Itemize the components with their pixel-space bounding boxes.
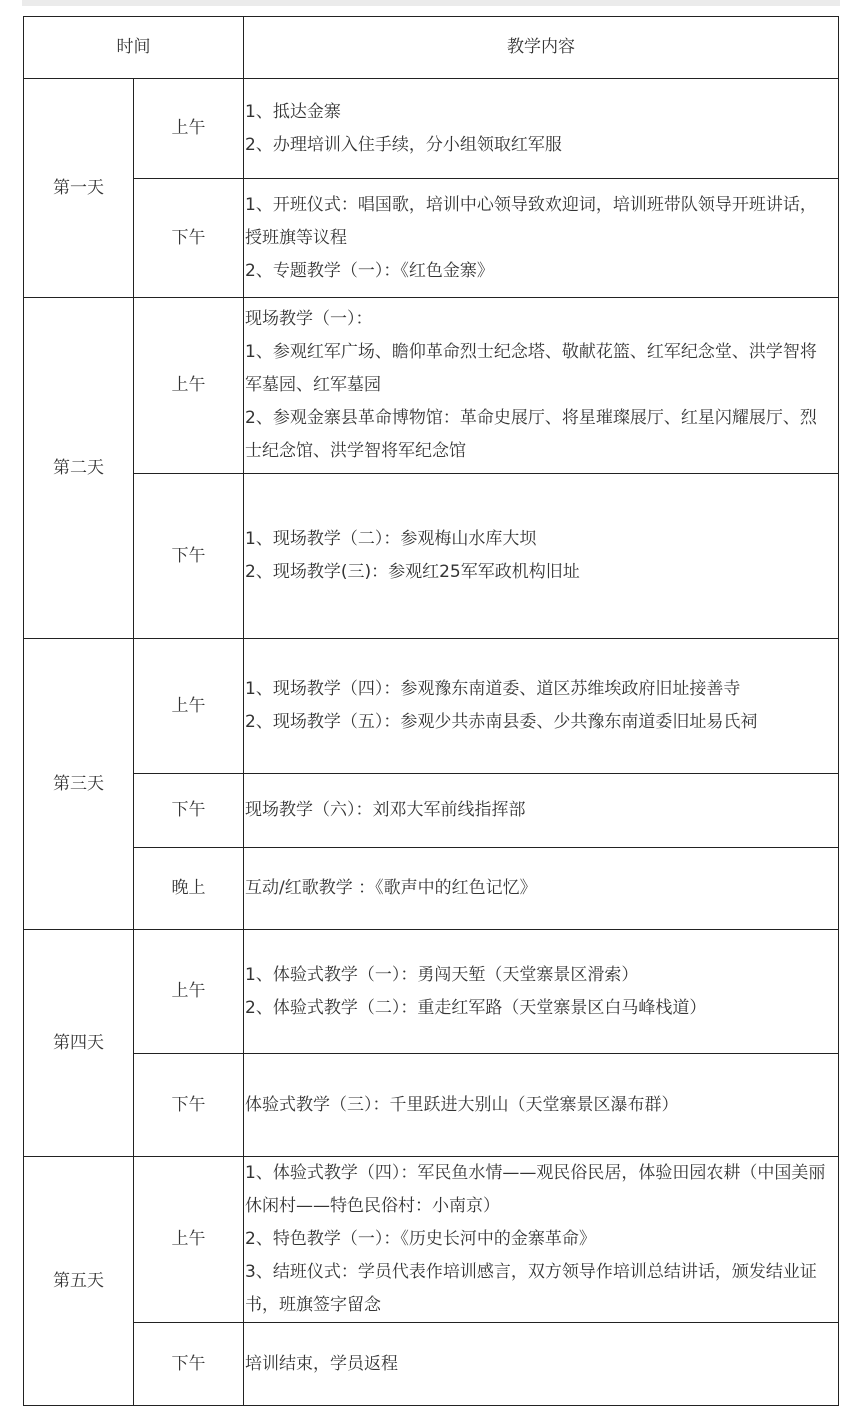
content-line: 培训结束，学员返程: [245, 1353, 398, 1374]
content-line: 互动/红歌教学 ：《歌声中的红色记忆》: [245, 878, 537, 898]
session-row: [24, 179, 839, 298]
content-line: 体验式教学（三）：千里跃进大别山（天堂寨景区瀑布群）: [245, 1094, 679, 1115]
period-label: 上午: [134, 930, 244, 1054]
content-line: 2、特色教学（一）：《历史长河中的金寨革命》: [245, 1229, 596, 1249]
content-cell: [244, 774, 839, 848]
session-row: [24, 774, 839, 848]
content-cell: [244, 298, 839, 474]
period-label: 下午: [134, 774, 244, 848]
header-content: 教学内容: [244, 17, 839, 79]
period-label: 上午: [134, 1157, 244, 1323]
content-line: 2、体验式教学（二）：重走红军路（天堂寨景区白马峰栈道）: [245, 997, 707, 1018]
content-line: 2、办理培训入住手续，分小组领取红军服: [245, 134, 562, 155]
period-label: 上午: [134, 298, 244, 474]
top-divider-bar: [22, 0, 840, 6]
period-label: 晚上: [134, 848, 244, 930]
content-line: 2、专题教学（一）：《红色金寨》: [245, 260, 494, 281]
day-label: 第三天: [24, 639, 134, 930]
period-label: 上午: [134, 79, 244, 179]
session-row: [24, 79, 839, 179]
day-label: 第一天: [24, 79, 134, 298]
content-line: 1、现场教学（四）：参观豫东南道委、道区苏维埃政府旧址接善寺: [245, 679, 741, 699]
content-cell: [244, 1157, 839, 1323]
session-row: [24, 639, 839, 774]
content-cell: [244, 848, 839, 930]
session-row: [24, 1323, 839, 1406]
day-label: 第四天: [24, 930, 134, 1157]
content-cell: [244, 639, 839, 774]
content-line: 1、体验式教学（一）：勇闯天堑（天堂寨景区滑索）: [245, 964, 639, 985]
day-label: 第二天: [24, 298, 134, 639]
session-row: [24, 848, 839, 930]
content-cell: [244, 474, 839, 639]
period-label: 下午: [134, 474, 244, 639]
schedule-table: [23, 16, 839, 1406]
session-row: [24, 298, 839, 474]
day-label: 第五天: [24, 1157, 134, 1406]
content-line: 现场教学（一）：: [245, 309, 373, 329]
period-label: 下午: [134, 1323, 244, 1406]
period-label: 下午: [134, 179, 244, 298]
content-cell: [244, 179, 839, 298]
content-line: 现场教学（六）：刘邓大军前线指挥部: [245, 800, 526, 820]
session-row: [24, 930, 839, 1054]
content-line: 1、开班仪式：唱国歌，培训中心领导致欢迎词，培训班带队领导开班讲话，授班旗等议程: [245, 194, 817, 248]
session-row: [24, 1054, 839, 1157]
period-label: 上午: [134, 639, 244, 774]
content-cell: [244, 930, 839, 1054]
content-line: 1、体验式教学（四）：军民鱼水情——观民俗民居，体验田园农耕（中国美丽休闲村——特色民俗村：小南京）: [245, 1163, 826, 1216]
content-line: 2、现场教学(三)：参观红25军军政机构旧址: [245, 562, 580, 582]
session-row: [24, 1157, 839, 1323]
content-cell: [244, 79, 839, 179]
header-time: 时间: [24, 17, 244, 79]
content-line: 1、参观红军广场、瞻仰革命烈士纪念塔、敬献花篮、红军纪念堂、洪学智将军墓园、红军墓园: [245, 342, 817, 395]
content-line: 1、现场教学（二）：参观梅山水库大坝: [245, 529, 537, 549]
content-line: 2、参观金寨县革命博物馆：革命史展厅、将星璀璨展厅、红星闪耀展厅、烈士纪念馆、洪学智将军纪念馆: [245, 408, 817, 461]
content-line: 1、抵达金寨: [245, 101, 341, 122]
session-row: [24, 474, 839, 639]
content-cell: [244, 1054, 839, 1157]
header-row: [24, 17, 839, 79]
content-line: 3、结班仪式：学员代表作培训感言，双方领导作培训总结讲话，颁发结业证书，班旗签字留念: [245, 1262, 817, 1315]
content-line: 2、现场教学（五）：参观少共赤南县委、少共豫东南道委旧址易氏祠: [245, 712, 758, 732]
period-label: 下午: [134, 1054, 244, 1157]
content-cell: [244, 1323, 839, 1406]
